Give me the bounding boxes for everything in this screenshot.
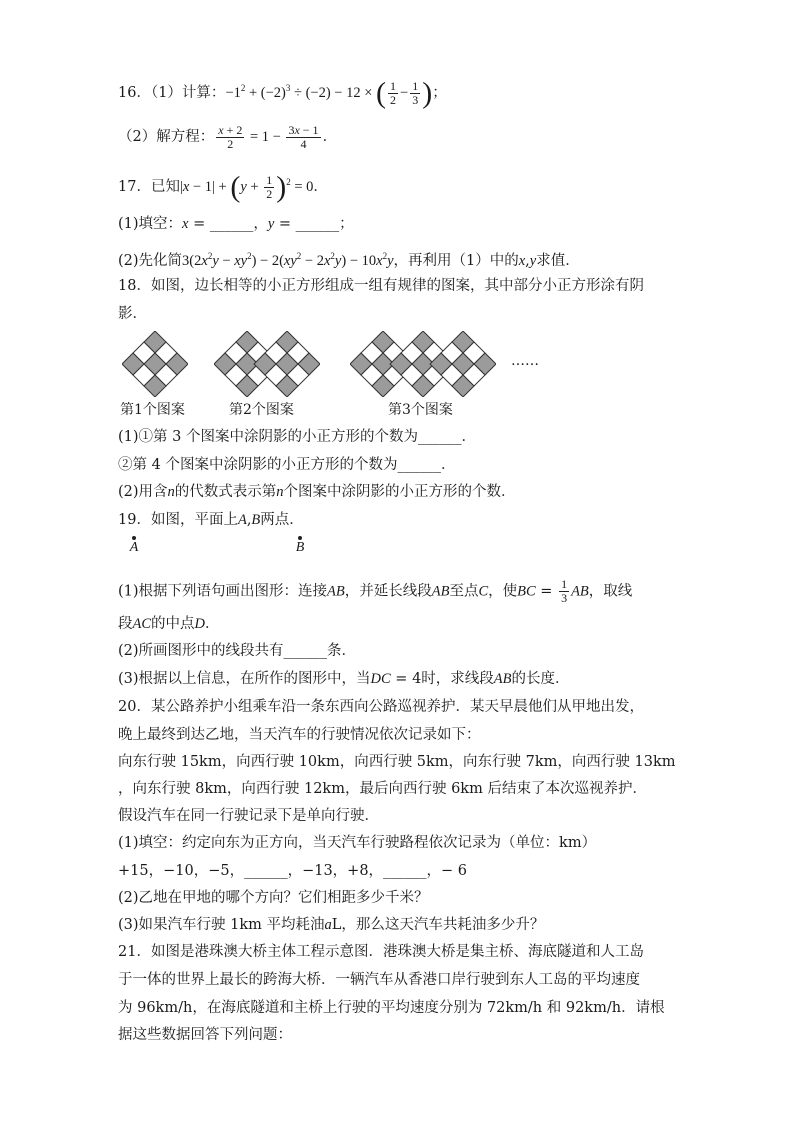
q17-line2: (1)填空：x = ______，y = ______； bbox=[118, 216, 354, 232]
point-a: A bbox=[128, 536, 140, 556]
q16-label: 16．（1）计算： bbox=[118, 84, 226, 101]
q17-expression: $3(2x^2y - xy^2) - 2(xy^2 - 2x^2y) - 10x^2y$ bbox=[182, 251, 394, 269]
q20-line7: +15，−10，−5，______，−13，+8，______，− 6 bbox=[118, 863, 468, 879]
q18-line1: 18．如图，边长相等的小正方形组成一组有规律的图案，其中部分小正方形涂有阴 bbox=[118, 278, 644, 294]
q20-line6: (1)填空：约定向东为正方向，当天汽车行驶路程依次记录为（单位：km） bbox=[118, 835, 597, 851]
q21-line1: 21．如图是港珠澳大桥主体工程示意图．港珠澳大桥是集主桥、海底隧道和人工岛 bbox=[118, 944, 644, 960]
q20-line5: 假设汽车在同一行驶记录下是单向行驶． bbox=[118, 808, 379, 824]
q21-line3: 为 96km/h，在海底隧道和主桥上行驶的平均速度分别为 72km/h 和 92km/h．请根 bbox=[118, 1000, 665, 1016]
q17-line3: (2)先化简$3(2x^2y - xy^2) - 2(xy^2 - 2x^2y) - 10x^2y$，再利用（1）中的x,y求值． bbox=[118, 251, 580, 269]
q20-line2: 晚上最终到达乙地，当天汽车的行驶情况依次记录如下： bbox=[118, 727, 481, 743]
q17-line1: 17．已知|x − 1| + (y + $\frac{1}{2}$ )$^2$ = 0． bbox=[118, 170, 328, 204]
pattern-ellipsis: …… bbox=[511, 353, 539, 369]
q19-line3: 段AC的中点D． bbox=[118, 616, 220, 632]
q17-condition: |x − 1| + (y + $\frac{1}{2}$ )$^2$ = 0 bbox=[179, 170, 314, 204]
q16-expression: $-1^2 + (-2)^3 \div (-2) - 12$ × ( $\frac{1}{2}$ − $\frac{1}{3}$ ) bbox=[225, 76, 433, 110]
q16-line1: 16．（1）计算：$-1^2 + (-2)^3 \div (-2) - 12$ × ( $\frac{1}{2}$ − $\frac{1}{3}$ )； bbox=[118, 76, 447, 110]
q21-line2: 于一体的世界上最长的跨海大桥．一辆汽车从香港口岸行驶到东人工岛的平均速度 bbox=[118, 972, 640, 988]
q20-line3: 向东行驶 15km，向西行驶 10km，向西行驶 5km，向东行驶 7km，向西行驶 13km bbox=[118, 754, 676, 770]
pattern-3 bbox=[350, 331, 496, 397]
q16-line2: （2）解方程： $\frac{x + 2}{2}$ = 1 − $\frac{3x - 1}{4}$ ． bbox=[118, 123, 338, 151]
q20-line9: (3)如果汽车行驶 1km 平均耗油aL，那么这天汽车共耗油多少升？ bbox=[118, 917, 545, 933]
q19-line1: 19．如图，平面上A,B两点． bbox=[118, 512, 304, 528]
point-b: B bbox=[294, 536, 306, 556]
caption-pattern-2: 第2个图案 bbox=[229, 402, 294, 418]
q18-line2: 影． bbox=[118, 306, 147, 322]
q18-sub2: ②第 4 个图案中涂阴影的小正方形的个数为______． bbox=[118, 457, 456, 473]
pattern-1 bbox=[122, 331, 188, 397]
q20-line1: 20．某公路养护小组乘车沿一条东西向公路巡视养护．某天早晨他们从甲地出发， bbox=[118, 699, 644, 715]
q18-sub1: (1)①第 3 个图案中涂阴影的小正方形的个数为______． bbox=[118, 429, 476, 445]
q19-line2: (1)根据下列语句画出图形：连接AB，并延长线段AB至点C，使BC = $\frac{1}{3}$ AB，取线 bbox=[118, 577, 633, 605]
q16-equation: $\frac{x + 2}{2}$ = 1 − $\frac{3x - 1}{4}$ bbox=[218, 123, 319, 151]
pattern-2 bbox=[214, 331, 320, 397]
caption-pattern-3: 第3个图案 bbox=[388, 402, 453, 418]
caption-pattern-1: 第1个图案 bbox=[120, 402, 185, 418]
q20-line4: ，向东行驶 8km，向西行驶 12km，最后向西行驶 6km 后结束了本次巡视养护． bbox=[118, 781, 647, 797]
q19-line5: (3)根据以上信息，在所作的图形中，当DC = 4时，求线段AB的长度． bbox=[118, 671, 570, 687]
q20-line8: (2)乙地在甲地的哪个方向？它们相距多少千米？ bbox=[118, 890, 429, 906]
q19-line4: (2)所画图形中的线段共有______条． bbox=[118, 643, 357, 659]
q18-sub3: (2)用含n的代数式表示第n个图案中涂阴影的小正方形的个数． bbox=[118, 484, 516, 500]
q21-line4: 据这些数据回答下列问题： bbox=[118, 1027, 292, 1043]
